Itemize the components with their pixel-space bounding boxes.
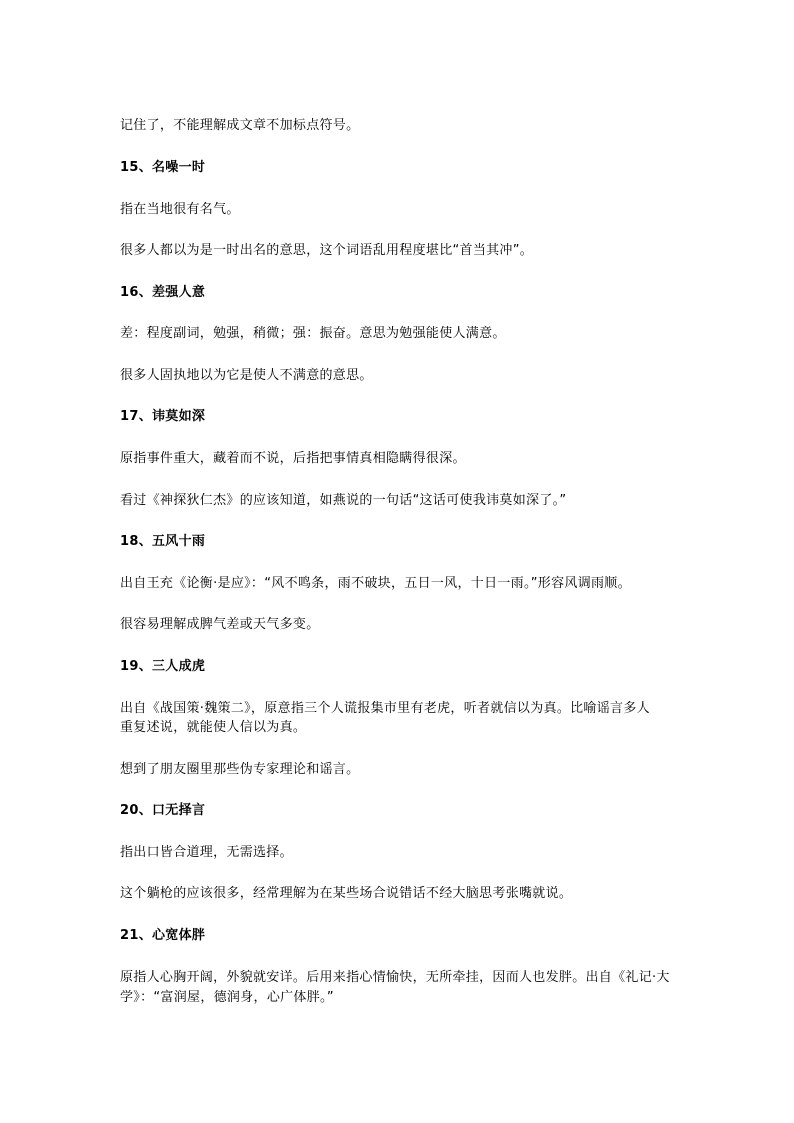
paragraph-line: 原指人心胸开阔，外貌就安详。后用来指心情愉快，无所牵挂，因而人也发胖。出自《礼记·大 [120,970,670,985]
paragraph-line: 很多人都以为是一时出名的意思，这个词语乱用程度堪比“首当其冲”。 [120,243,534,258]
paragraph-line: 指在当地很有名气。 [120,202,240,217]
section-heading-15: 15、名噪一时 [120,160,206,175]
paragraph-line: 重复述说，就能使人信以为真。 [120,720,307,735]
paragraph-line: 看过《神探狄仁杰》的应该知道，如燕说的一句话“这话可使我讳莫如深了。” [120,493,567,508]
paragraph-line: 出自王充《论衡·是应》：“风不鸣条，雨不破块，五日一风，十日一雨。”形容风调雨顺。 [120,576,631,591]
paragraph-line: 差：程度副词，勉强，稍微；强：振奋。意思为勉强能使人满意。 [120,326,506,341]
paragraph-line: 出自《战国策·魏策二》，原意指三个人谎报集市里有老虎，听者就信以为真。比喻谣言多人 [120,701,650,716]
paragraph-line: 记住了，不能理解成文章不加标点符号。 [120,118,360,133]
paragraph-line: 这个躺枪的应该很多，经常理解为在某些场合说错话不经大脑思考张嘴就说。 [120,886,573,901]
section-heading-16: 16、差强人意 [120,285,206,300]
paragraph-line: 指出口皆合道理，无需选择。 [120,845,293,860]
paragraph-line: 很容易理解成脾气差或天气多变。 [120,617,320,632]
section-heading-18: 18、五风十雨 [120,534,206,549]
section-heading-20: 20、口无择言 [120,803,206,818]
paragraph-line: 学》：“富润屋，德润身，心广体胖。” [120,990,334,1005]
paragraph-line: 原指事件重大，藏着而不说，后指把事情真相隐瞒得很深。 [120,451,466,466]
paragraph-line: 想到了朋友圈里那些伪专家理论和谣言。 [120,762,360,777]
section-heading-19: 19、三人成虎 [120,659,206,674]
paragraph-line: 很多人固执地以为它是使人不满意的意思。 [120,368,373,383]
section-heading-21: 21、心宽体胖 [120,928,206,943]
section-heading-17: 17、讳莫如深 [120,409,206,424]
